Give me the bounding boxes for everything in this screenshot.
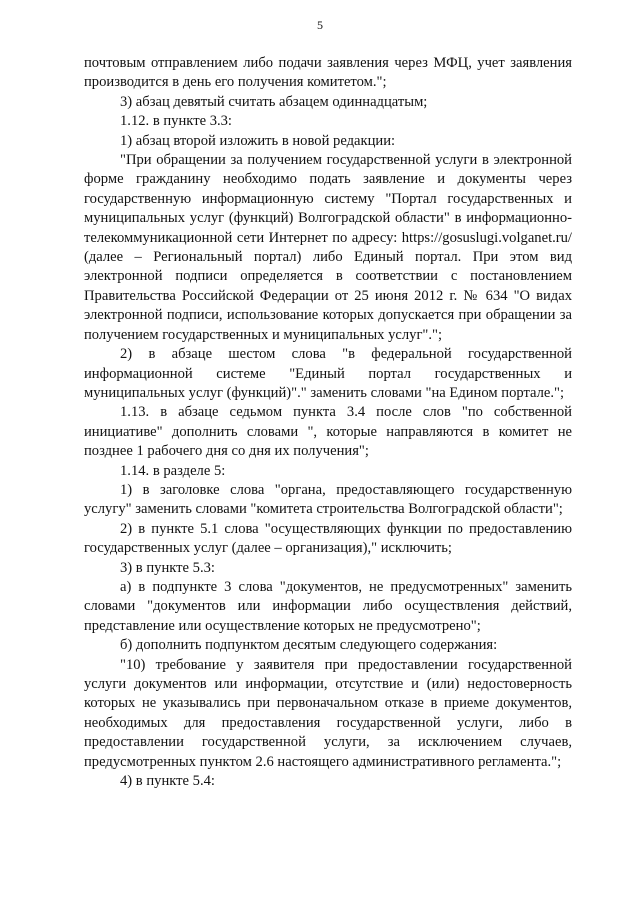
paragraph: б) дополнить подпунктом десятым следующего содержания: (120, 637, 498, 654)
paragraph: а) в подпункте 3 слова "документов, не предусмотренных" заменить словами "документов или информации либо осуществления действий, представление или осуществление которых не предусмотрено"; (84, 578, 572, 634)
paragraph: 2) в абзаце шестом слова "в федеральной государственной информационной системе "Единый портал государственных и муниципальных услуг (функций)"." заменить словами "на Едином портале."; (84, 346, 572, 401)
paragraph: 2) в пункте 5.1 слова "осуществляющих функции по предоставлению государственных услуг (далее – организация)," исключить; (84, 520, 572, 557)
paragraph: почтовым отправлением либо подачи заявления через МФЦ, учет заявления производится в день его получения комитетом."; (84, 55, 572, 91)
paragraph: 1.14. в разделе 5: (120, 462, 226, 479)
paragraph: 4) в пункте 5.4: (120, 773, 215, 790)
paragraph: "При обращении за получением государственной услуги в электронной форме гражданину необходимо подать заявление и документы через государственную информационную систему "Портал государственных и муниципальных услуг (функций) Волгоградской области" в информационно-телекоммуникационной сети Интернет по адресу: https://gosuslugi.volganet.ru/ (далее – Региональный портал) либо Единый портал. При этом вид электронной подписи определяется в соответствии с постановлением Правительства Российской Федерации от 25 июня 2012 г. № 634 "О видах электронной подписи, использование которых допускается при обращении за получением государственных и муниципальных услуг"."; (84, 152, 572, 343)
page-number: 5 (317, 18, 323, 32)
paragraph: 1.12. в пункте 3.3: (120, 113, 232, 130)
paragraph: 1.13. в абзаце седьмом пункта 3.4 после слов "по собственной инициативе" дополнить словами ", которые направляются в комитет не позднее 1 рабочего дня со дня их получения"; (84, 404, 572, 460)
document-body (84, 54, 572, 791)
paragraph: 1) в заголовке слова "органа, предоставляющего государственную услугу" заменить словами "комитета строительства Волгоградской области"; (84, 481, 572, 518)
paragraph: 1) абзац второй изложить в новой редакции: (120, 132, 396, 149)
paragraph: "10) требование у заявителя при предоставлении государственной услуги документов или информации, отсутствие и (или) недостоверность которых не указывались при первоначальном отказе в приеме документов, необходимых для предоставления государственной услуги, либо в предоставлении государственной услуги, за исключением случаев, предусмотренных пунктом 2.6 настоящего административного регламента."; (84, 656, 572, 770)
paragraph: 3) абзац девятый считать абзацем одиннадцатым; (120, 93, 428, 110)
paragraph: 3) в пункте 5.3: (120, 559, 215, 576)
